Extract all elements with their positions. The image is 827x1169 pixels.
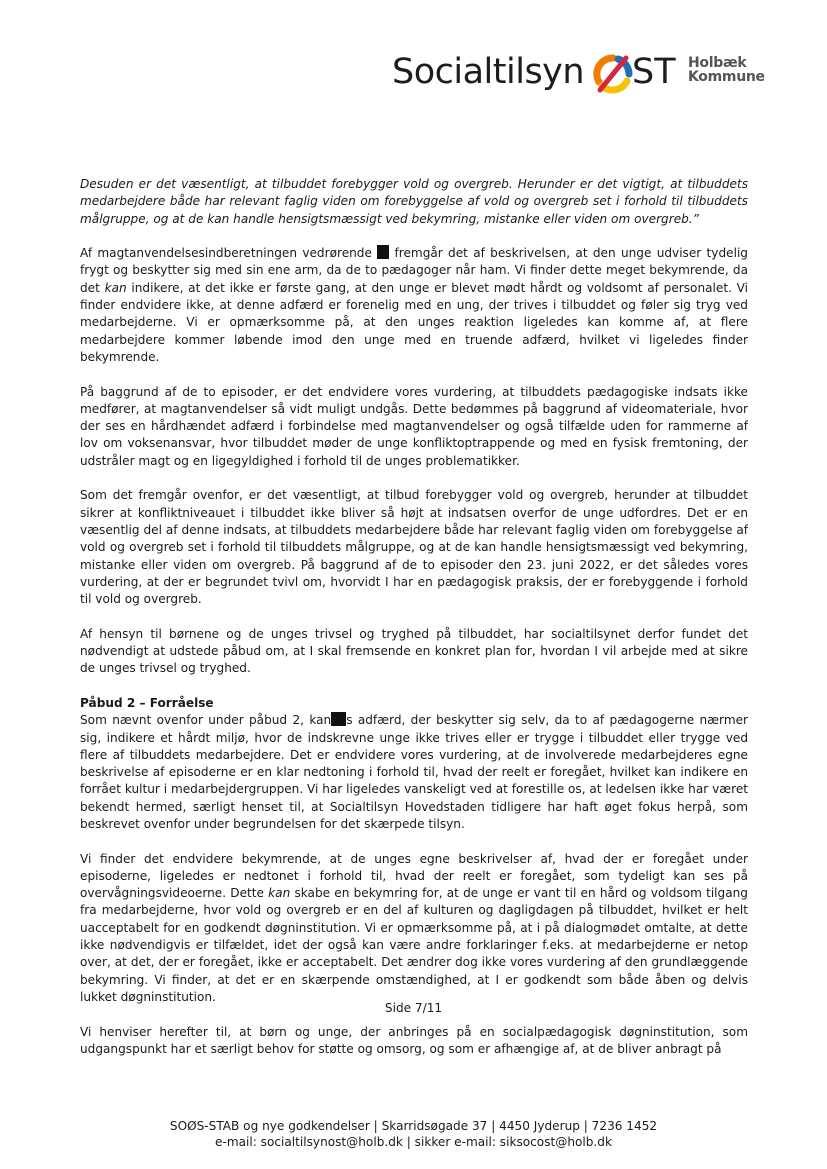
paragraph-5 [80, 712, 748, 833]
paragraph-6-part-b: skabe en bekymring for, at de unge er vant til en hård og voldsom tilgang fra medarbejderne, hvor vold og overgreb er en del af kulturen og dagligdagen på tilbuddet, hvilket er helt uacceptabelt for en godkendt døgninstitution. Vi er opmærksomme på, at i på dialogmødet omtalte, at dette ikke nødvendigvis er tilfældet, idet der også kan være andre forklaringer f.eks. at medarbejderne er netop over, at det, der er foregået, ikke er acceptabelt. Det ændrer dog ikke vores vurdering af den grundlæggende bekymring. Vi finder, at det er en skærpende omstændighed, at I er godkendt som både åben og delvis lukket døgninstitution. [80, 886, 748, 1004]
paragraph-4: Af hensyn til børnene og de unges trivsel og tryghed på tilbuddet, har socialtilsynet derfor fundet det nødvendigt at udstede påbud om, at I skal fremsende en konkret plan for, hvordan I vil arbejde med at sikre de unges trivsel og tryghed. [80, 626, 748, 676]
quote-paragraph: Desuden er det væsentligt, at tilbuddet forebygger vold og overgreb. Herunder er det vigtigt, at tilbuddets medarbejdere både har relevant faglig viden om forebyggelse af vold og overgreb set i forhold til tilbuddets målgruppe, og at de kan handle hensigtsmæssigt ved bekymring, mistanke eller viden om overgreb.” [80, 177, 748, 226]
paragraph-6-emphasis: kan [268, 886, 291, 901]
document-body [80, 176, 748, 1075]
paragraph-5-part-b: s adfærd, der beskytter sig selv, da to af pædagogerne nærmer sig, indikere et hårdt miljø, hvor de indskrevne unge ikke trives eller er trygge i tilbuddet eller trygge ved flere af tilbuddets medarbejdere. Det er endvidere vores vurdering, at de involverede medarbejderes egne beskrivelse af episoderne er en klar nedtoning i forhold til, hvad der reelt er foregået, hvilket kan indikere en forrået kultur i medarbejdergruppen. Vi har ligeledes vanskeligt ved at forestille os, at ledelsen ikke har været bekendt hermed, særligt henset til, at Socialtilsyn Hovedstaden tidligere har haft øget fokus herpå, som beskrevet ovenfor under begrundelsen for det skærpede tilsyn. [80, 713, 749, 831]
kommune-logo-line1: Holbæk [688, 55, 747, 71]
redaction-block [331, 712, 346, 726]
page-number: Side 7/11 [384, 1001, 443, 1015]
footer-contact: e-mail: socialtilsynost@holb.dk | sikker e-mail: siksocost@holb.dk [215, 1135, 612, 1149]
holbaek-kommune-logo [688, 56, 765, 84]
paragraph-3: Som det fremgår ovenfor, er det væsentligt, at tilbud forebygger vold og overgreb, herunder at tilbuddet sikrer at konfliktniveauet i tilbuddet ikke bliver så højt at indsatsen overfor de unge udfordres. Det er en væsentlig del af denne indsats, at tilbuddets medarbejdere både har relevant faglig viden om forebyggelse af vold og overgreb set i forhold til tilbuddets målgruppe, og at de kan handle hensigtsmæssigt ved bekymring, mistanke eller viden om overgreb. På baggrund af de to episoder den 23. juni 2022, er det således vores vurdering, at der er begrundet tvivl om, hvorvidt I har en pædagogisk praksis, der er forebyggende i forhold til vold og overgreb. [80, 488, 748, 607]
socialtilsyn-logo-suffix: ST [632, 52, 676, 92]
kommune-logo-line2: Kommune [688, 69, 765, 85]
redaction-block [377, 245, 389, 259]
socialtilsyn-logo-mark-icon [592, 54, 634, 94]
paragraph-6 [80, 851, 748, 1007]
paragraph-1 [80, 245, 748, 366]
paragraph-7: Vi henviser herefter til, at børn og unge, der anbringes på en socialpædagogisk døgninstitution, som udgangspunkt har et særligt behov for støtte og omsorg, og som er afhængige af, at de bliver anbragt på [80, 1024, 748, 1056]
paragraph-1-part-c: indikere, at det ikke er første gang, at den unge er blevet mødt hårdt og voldsomt af personalet. Vi finder endvidere ikke, at denne adfærd er forenelig med en ung, der trives i tilbuddet og føler sig tryg ved medarbejderne. Vi er opmærksomme på, at den unges reaktion ligeledes kan komme af, at flere medarbejdere kommer løbende imod den unge med en truende adfærd, hvilket vi ligeledes finder bekymrende. [80, 280, 748, 364]
socialtilsyn-logo-text: Socialtilsyn [392, 52, 585, 92]
paragraph-5-part-a: Som nævnt ovenfor under påbud 2, kan [80, 713, 332, 728]
paragraph-1-part-b: fremgår det af beskrivelsen, at den unge udviser tydelig frygt og beskytter sig med sin ene arm, da de to pædagoger når ham. Vi finder dette meget bekymrende, da det [80, 246, 748, 295]
paragraph-2: På baggrund af de to episoder, er det endvidere vores vurdering, at tilbuddets pædagogiske indsats ikke medfører, at magtanvendelser så vidt muligt undgås. Dette bedømmes på baggrund af videomateriale, hvor der ses en hårdhændet adfærd i forbindelse med magtanvendelser og også tilfælde uden for rammerne af lov om voksenansvar, hvor tilbuddet møder de unge konfliktoptrappende og med en fysisk fremtoning, der udstråler magt og en ligegyldighed i forhold til de unges problematikker. [80, 384, 748, 468]
paragraph-1-emphasis: kan [104, 280, 127, 295]
section-heading: Påbud 2 – Forråelse [80, 695, 214, 710]
paragraph-1-part-a: Af magtanvendelsesindberetningen vedrørende [80, 246, 372, 261]
header-logos [392, 50, 782, 98]
footer-address: SOØS-STAB og nye godkendelser | Skarridsøgade 37 | 4450 Jyderup | 7236 1452 [169, 1119, 658, 1133]
paragraph-6-part-a: Vi finder det endvidere bekymrende, at de unges egne beskrivelser af, hvad der er foregået under episoderne, ligeledes er nedtonet i forhold til, hvad der reelt er foregået, som tydeligt kan ses på overvågningsvideoerne. Dette [80, 851, 748, 901]
